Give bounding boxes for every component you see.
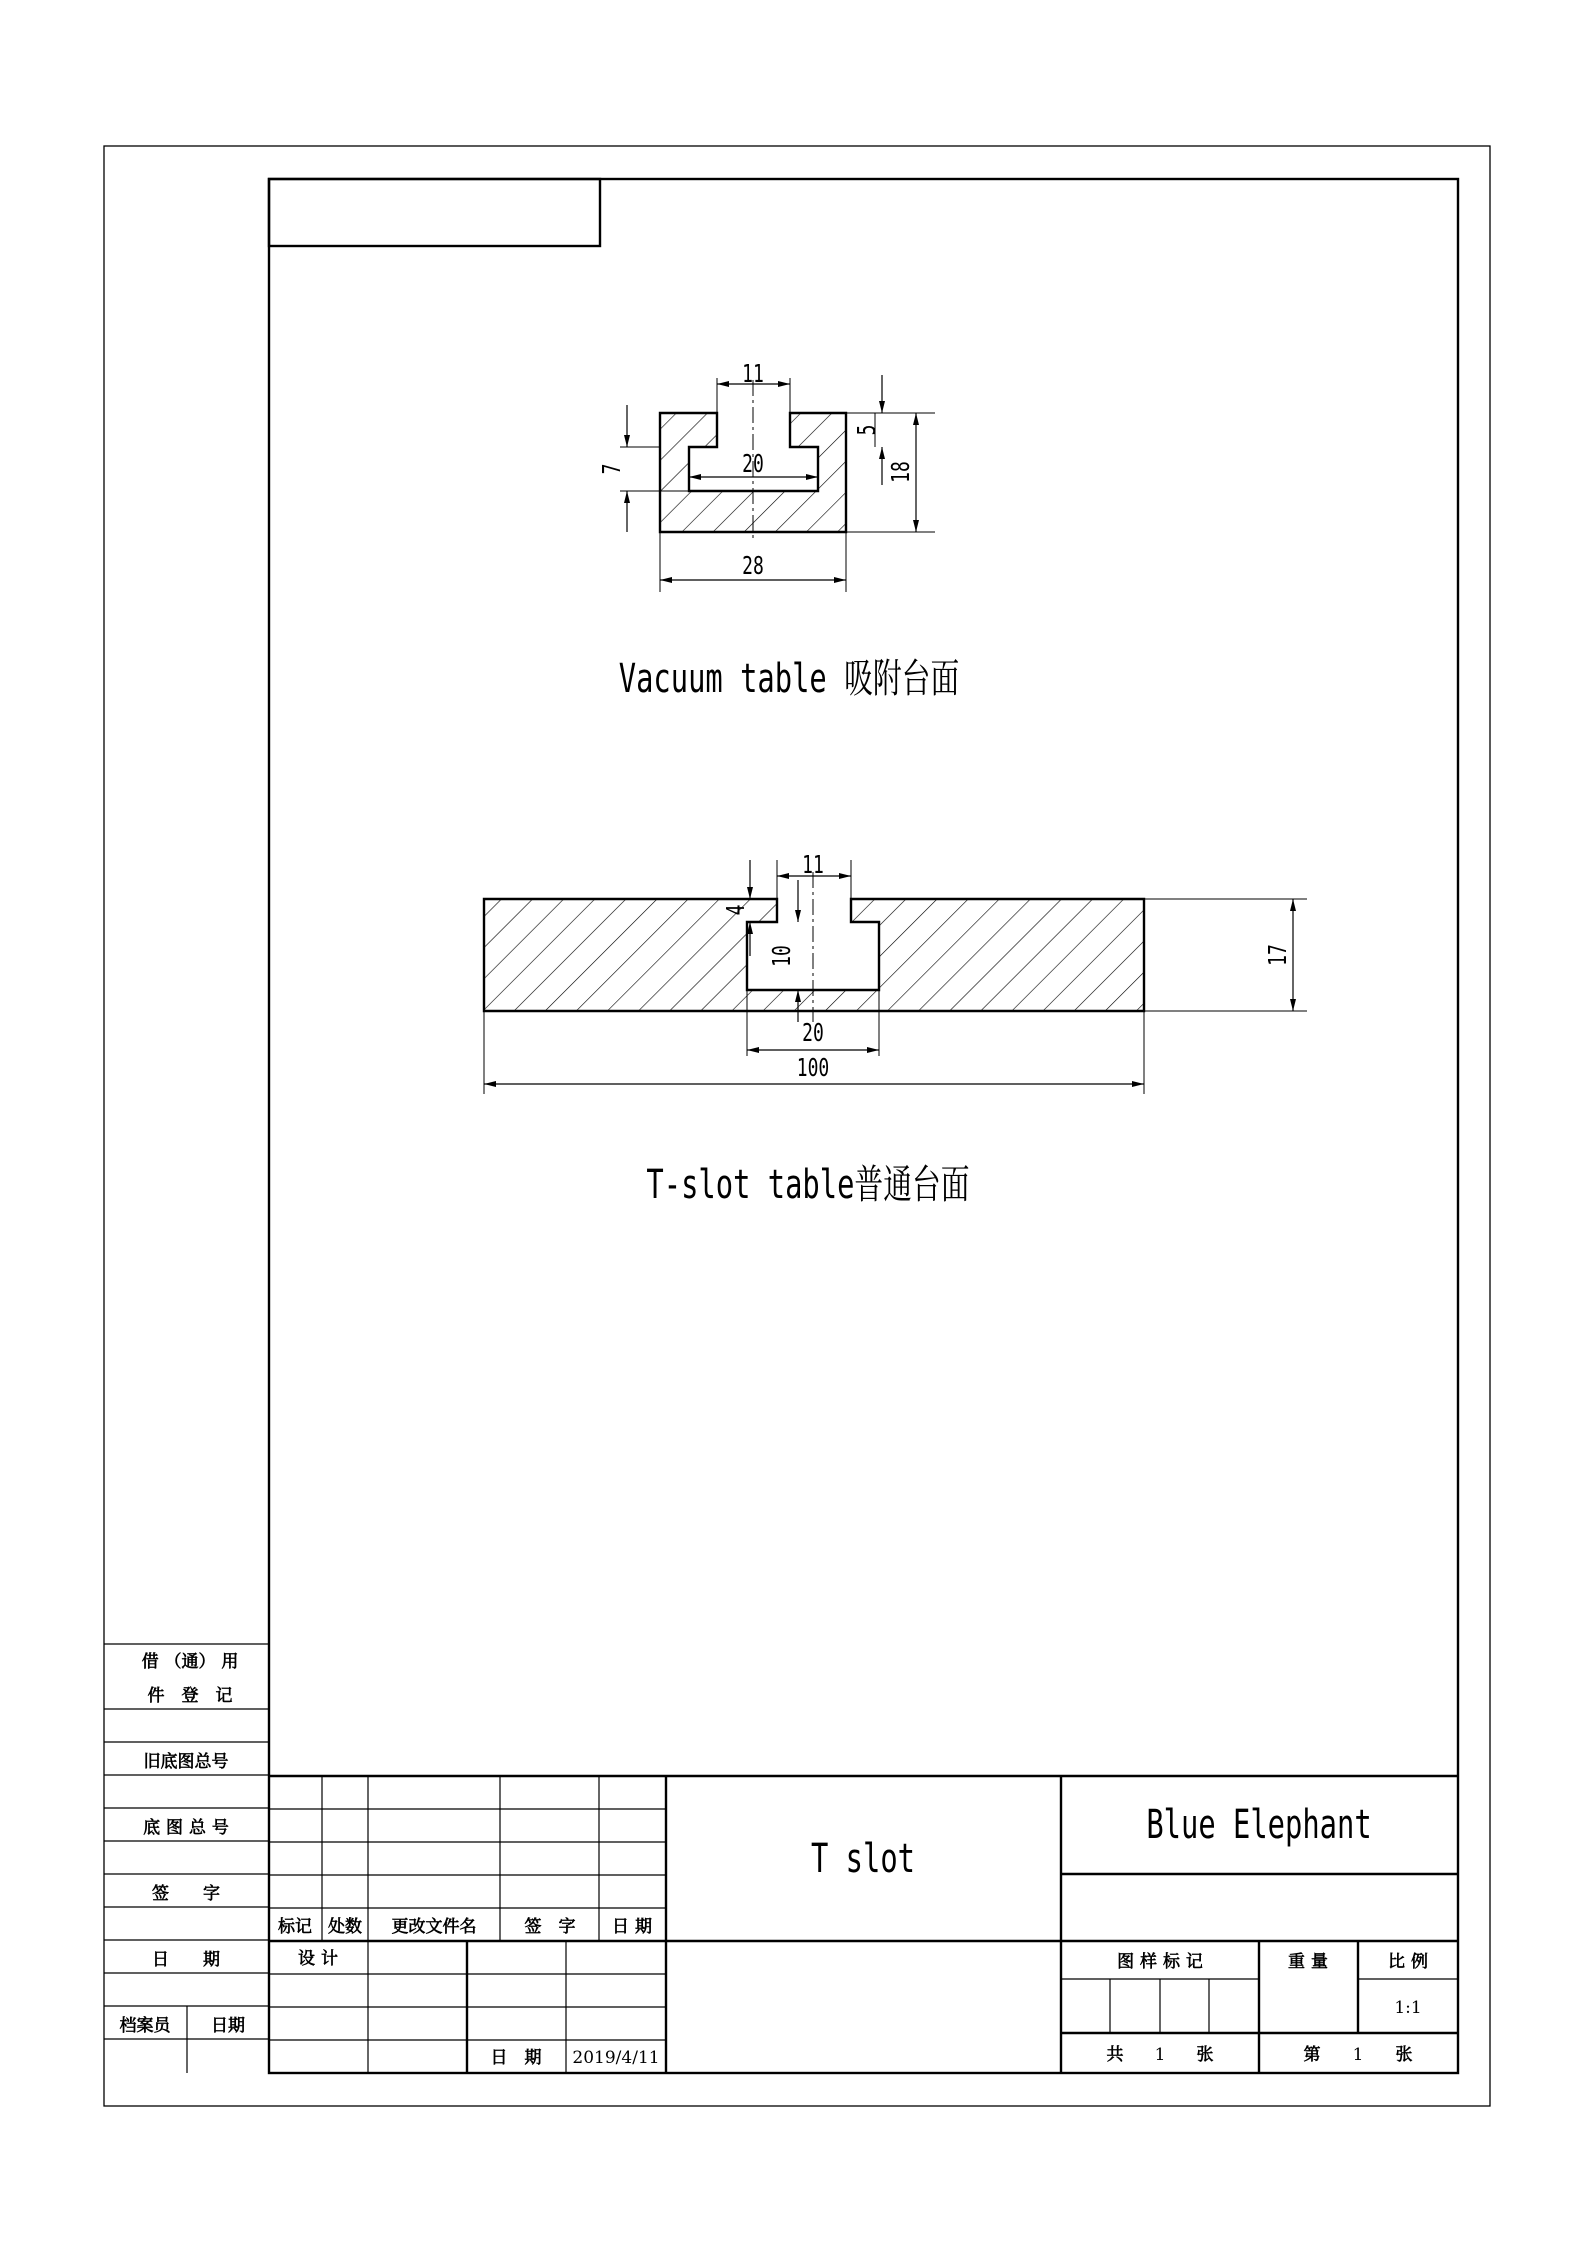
dim-t4-label: 4 [722,904,751,916]
dim-20-label: 20 [742,450,764,479]
sample-mark-label: 图 样 标 记 [1117,1952,1203,1972]
dim-18-label: 18 [887,461,916,483]
date-label: 日 期 [152,1950,220,1970]
total-sheets-num: 1 [1154,2045,1166,2065]
rev-date-header: 日 期 [612,1917,652,1937]
sheet-no-pre: 第 [1303,2045,1321,2065]
inner-border [269,179,1458,2073]
title-block [269,1776,1458,2073]
dim-28-label: 28 [742,552,764,581]
signature-label: 签 字 [152,1884,220,1904]
dim-t10-label: 10 [768,945,797,967]
base-no-label: 底 图 总 号 [143,1818,229,1838]
borrow-label-1: 借 （通） 用 [141,1652,239,1672]
tslot-profile [484,899,1144,1011]
dim-t11-label: 11 [802,851,824,880]
dim-t17-label: 17 [1264,944,1293,966]
rev-doc-header: 更改文件名 [391,1917,477,1937]
old-base-no-label: 旧底图总号 [143,1752,229,1772]
tslot-view [484,851,1307,1208]
rev-mark-header: 标记 [278,1917,312,1937]
dim-t20-label: 20 [802,1019,824,1048]
archivist-label: 档案员 [119,2016,171,2036]
drawing-title: T slot [810,1836,916,1883]
weight-label: 重 量 [1288,1952,1328,1972]
dim-5-label: 5 [853,424,882,436]
archivist-date-label: 日期 [211,2016,245,2036]
scale-label: 比 例 [1388,1952,1428,1972]
sheet-no-suf: 张 [1395,2045,1413,2065]
rev-sign-header: 签 字 [524,1917,576,1937]
tslot-caption: T-slot table普通台面 [646,1162,970,1209]
rev-count-header: 处数 [328,1917,362,1937]
dim-t100-label: 100 [796,1054,830,1083]
total-sheets-suf: 张 [1196,2045,1214,2065]
left-margin-table [104,1644,269,2073]
total-sheets-pre: 共 [1106,2045,1124,2065]
company-name: Blue Elephant [1146,1802,1372,1849]
borrow-label-2: 件 登 记 [147,1686,233,1706]
date-label: 日 期 [490,2048,542,2068]
dim-7-label: 7 [598,463,627,475]
design-label: 设 计 [298,1949,338,1969]
date-value: 2019/4/11 [572,2048,660,2068]
vacuum-caption: Vacuum table 吸附台面 [618,656,960,703]
scale-value: 1:1 [1394,1998,1422,2018]
sheet-no-num: 1 [1352,2045,1364,2065]
dim-11-label: 11 [742,360,764,389]
vacuum-view [598,360,959,702]
code-box [269,179,600,246]
